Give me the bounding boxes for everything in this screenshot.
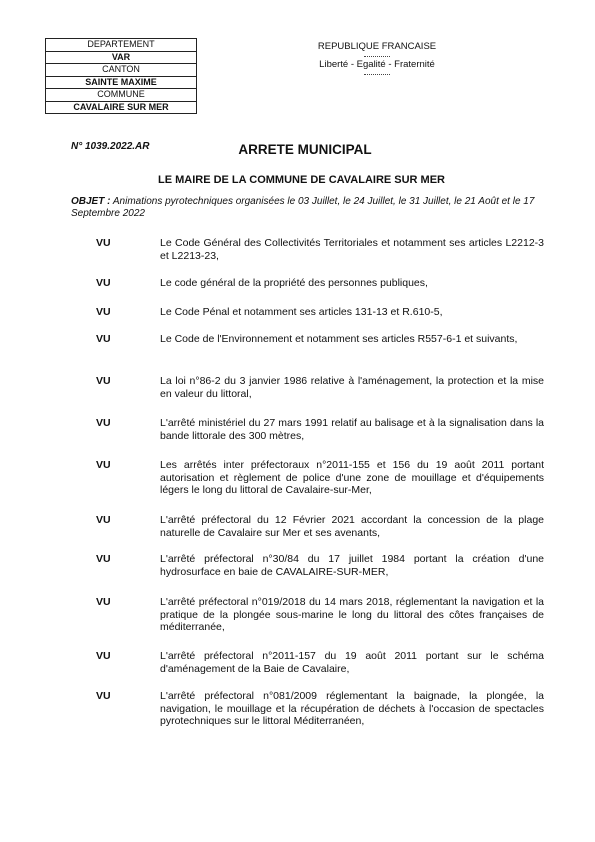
arrete-number: N° 1039.2022.AR	[71, 141, 150, 152]
vu-key: VU	[96, 277, 111, 289]
vu-text: La loi n°86-2 du 3 janvier 1986 relative à l'aménagement, la protection et la mise en valeur du littoral,	[160, 375, 544, 400]
republic-header	[312, 41, 442, 77]
vu-key: VU	[96, 553, 111, 565]
admin-row-departement-value: VAR	[46, 52, 196, 65]
admin-row-commune-label: COMMUNE	[46, 89, 196, 102]
document-title: ARRETE MUNICIPAL	[238, 142, 372, 157]
vu-text: L'arrêté ministériel du 27 mars 1991 relatif au balisage et à la signalisation dans la bande littorale des 300 mètres,	[160, 417, 544, 442]
objet-label: OBJET :	[71, 196, 111, 207]
administrative-header-box	[45, 38, 197, 114]
vu-key: VU	[96, 375, 111, 387]
admin-row-departement-label: DEPARTEMENT	[46, 39, 196, 52]
vu-key: VU	[96, 596, 111, 608]
document-subtitle: LE MAIRE DE LA COMMUNE DE CAVALAIRE SUR MER	[157, 174, 446, 186]
republic-divider-bottom	[364, 74, 390, 75]
admin-row-canton-value: SAINTE MAXIME	[46, 77, 196, 90]
vu-key: VU	[96, 690, 111, 702]
vu-text: L'arrêté préfectoral n°081/2009 réglementant la baignade, la plongée, la navigation, le mouillage et la récupération de déchets à l'occasion de spectacles pyrotechniques sur le littoral Méditerranéen,	[160, 690, 544, 727]
republic-name: REPUBLIQUE FRANCAISE	[317, 41, 437, 52]
admin-row-commune-value: CAVALAIRE SUR MER	[73, 101, 169, 112]
vu-key: VU	[96, 459, 111, 471]
vu-text: Le code général de la propriété des personnes publiques,	[160, 277, 428, 289]
vu-key: VU	[96, 237, 111, 249]
vu-key: VU	[96, 333, 111, 345]
vu-key: VU	[96, 306, 111, 318]
vu-key: VU	[96, 417, 111, 429]
republic-divider-top	[364, 56, 390, 57]
admin-row-canton-label: CANTON	[46, 64, 196, 77]
vu-key: VU	[96, 514, 111, 526]
vu-text: Le Code Général des Collectivités Territoriales et notamment ses articles L2212-3 et L2213-23,	[160, 237, 544, 262]
vu-text: L'arrêté préfectoral n°019/2018 du 14 mars 2018, réglementant la navigation et la pratique de la plongée sous-marine le long du littoral des côtes françaises de méditerranée,	[160, 596, 544, 633]
objet-paragraph	[71, 196, 541, 219]
vu-text: Les arrêtés inter préfectoraux n°2011-155 et 156 du 19 août 2011 portant autorisation et règlement de police d'une zone de mouillage et d'équipements légers le long du littoral de Cavalaire-sur-Mer,	[160, 459, 544, 496]
vu-text: Le Code de l'Environnement et notamment ses articles R557-6-1 et suivants,	[160, 333, 518, 345]
vu-text: Le Code Pénal et notamment ses articles 131-13 et R.610-5,	[160, 306, 443, 318]
objet-text: Animations pyrotechniques organisées le 03 Juillet, le 24 Juillet, le 31 Juillet, le 21 Août et le 17 Septembre 2022	[71, 196, 535, 219]
vu-key: VU	[96, 650, 111, 662]
vu-text: L'arrêté préfectoral n°2011-157 du 19 août 2011 portant sur le schéma d'aménagement de la Baie de Cavalaire,	[160, 650, 544, 675]
vu-text: L'arrêté préfectoral du 12 Février 2021 accordant la concession de la plage naturelle de Cavalaire sur Mer et ses avenants,	[160, 514, 544, 539]
vu-text: L'arrêté préfectoral n°30/84 du 17 juillet 1984 portant la création d'une hydrosurface en baie de CAVALAIRE-SUR-MER,	[160, 553, 544, 578]
republic-motto: Liberté - Egalité - Fraternité	[319, 59, 435, 70]
